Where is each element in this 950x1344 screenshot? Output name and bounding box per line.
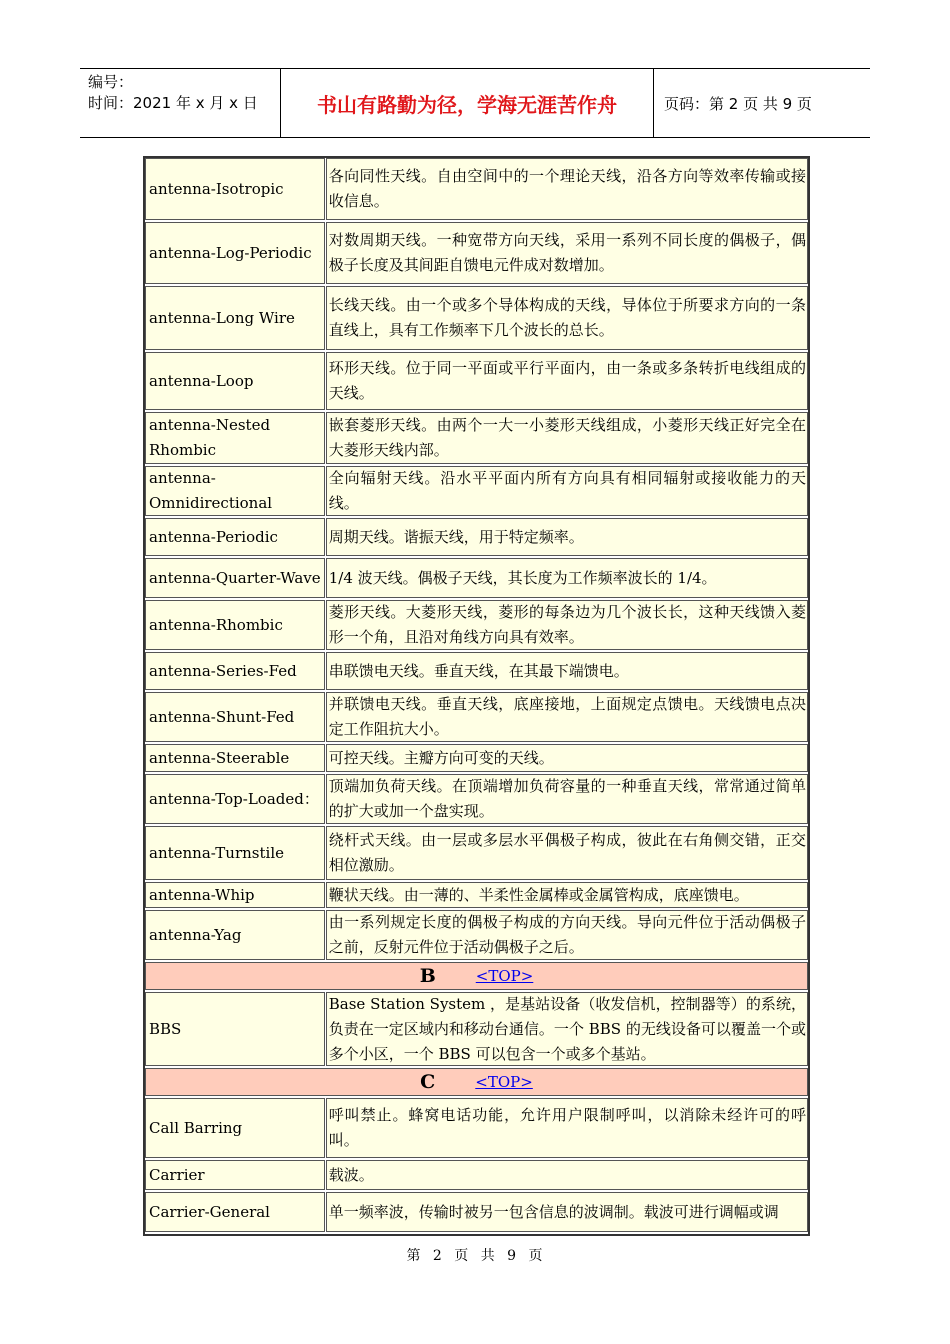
glossary-row <box>145 352 808 412</box>
definition-cell <box>326 352 808 410</box>
term-cell: antenna-Shunt-Fed <box>145 692 325 742</box>
glossary-row <box>145 1192 808 1234</box>
glossary-row <box>145 910 808 962</box>
glossary-row <box>145 558 808 600</box>
section-c-rows <box>145 1098 808 1234</box>
definition-cell <box>326 412 808 464</box>
definition-text: 1/4 波天线。偶极子天线，其长度为工作频率波长的 1/4。 <box>328 568 717 587</box>
definition-cell <box>326 992 808 1066</box>
glossary-row <box>145 412 808 466</box>
term-cell: Call Barring <box>145 1098 325 1158</box>
section-b-rows <box>145 992 808 1068</box>
definition-text: 长线天线。由一个或多个导体构成的天线，导体位于所要求方向的一条直线上，具有工作频率下几个波长的总长。 <box>328 296 806 339</box>
definition-text: 呼叫禁止。蜂窝电话功能，允许用户限制呼叫，以消除未经许可的呼叫。 <box>328 1106 806 1149</box>
definition-cell <box>326 744 808 772</box>
term-cell: antenna-Steerable <box>145 744 325 772</box>
section-letter: C <box>420 1071 436 1093</box>
time-label: 时间：2021 年 x 月 x 日 <box>88 94 258 112</box>
definition-cell <box>326 466 808 516</box>
glossary-row <box>145 222 808 286</box>
page-indicator: 页码：第 2 页 共 9 页 <box>664 94 812 113</box>
definition-text: 对数周期天线。一种宽带方向天线，采用一系列不同长度的偶极子，偶极子长度及其间距自馈电元件成对数增加。 <box>328 231 806 274</box>
header-meta <box>80 69 281 137</box>
term-cell: antenna-Series-Fed <box>145 652 325 690</box>
definition-cell <box>326 1098 808 1158</box>
definition-text: 单一频率波，传输时被另一包含信息的波调制。载波可进行调幅或调 <box>328 1202 779 1221</box>
definition-cell <box>326 600 808 650</box>
definition-text: 并联馈电天线。垂直天线，底座接地，上面规定点馈电。天线馈电点决定工作阻抗大小。 <box>328 695 806 738</box>
definition-text: 鞭状天线。由一薄的、半柔性金属棒或金属管构成，底座馈电。 <box>328 885 749 904</box>
definition-text: 载波。 <box>328 1165 374 1184</box>
section-header-b <box>145 962 808 990</box>
definition-cell <box>326 692 808 742</box>
term-cell: antenna-Turnstile <box>145 826 325 880</box>
definition-text: 嵌套菱形天线。由两个一大一小菱形天线组成，小菱形天线正好完全在大菱形天线内部。 <box>328 416 806 459</box>
glossary-row <box>145 466 808 518</box>
term-cell: BBS <box>145 992 325 1066</box>
glossary-row <box>145 518 808 558</box>
definition-cell <box>326 158 808 220</box>
definition-text: Base Station System ，是基站设备（收发信机，控制器等）的系统，负责在一定区域内和移动台通信。一个 BBS 的无线设备可以覆盖一个或多个小区，一个 BBS 可以包含一个或多个基站。 <box>328 994 806 1063</box>
definition-text: 各向同性天线。自由空间中的一个理论天线，沿各方向等效率传输或接收信息。 <box>328 167 806 210</box>
definition-cell <box>326 222 808 284</box>
definition-text: 绕杆式天线。由一层或多层水平偶极子构成，彼此在右角侧交错，正交相位激励。 <box>328 831 806 874</box>
glossary-row <box>145 826 808 882</box>
term-cell: antenna-Whip <box>145 882 325 908</box>
term-cell: antenna-Yag <box>145 910 325 960</box>
glossary-row <box>145 600 808 652</box>
term-cell: Carrier <box>145 1160 325 1190</box>
definition-text: 可控天线。主瓣方向可变的天线。 <box>328 748 554 767</box>
term-cell: antenna-Long Wire <box>145 286 325 350</box>
term-cell: antenna-Omnidirectional <box>145 466 325 516</box>
glossary-row <box>145 992 808 1068</box>
term-cell: antenna-Nested Rhombic <box>145 412 325 464</box>
definition-text: 环形天线。位于同一平面或平行平面内，由一条或多条转折电线组成的天线。 <box>328 359 806 402</box>
glossary-row <box>145 158 808 222</box>
glossary-row <box>145 652 808 692</box>
top-link[interactable]: <TOP> <box>475 967 534 985</box>
section-a-rows <box>145 158 808 962</box>
definition-text: 串联馈电天线。垂直天线，在其最下端馈电。 <box>328 661 629 680</box>
definition-cell <box>326 826 808 880</box>
definition-cell <box>326 652 808 690</box>
definition-cell <box>326 774 808 824</box>
glossary-row <box>145 1160 808 1192</box>
definition-text: 顶端加负荷天线。在顶端增加负荷容量的一种垂直天线，常常通过简单的扩大或加一个盘实现。 <box>328 777 806 820</box>
term-cell: antenna-Log-Periodic <box>145 222 325 284</box>
page-header <box>80 68 870 138</box>
definition-text: 菱形天线。大菱形天线，菱形的每条边为几个波长长，这种天线馈入菱形一个角，且沿对角线方向具有效率。 <box>328 603 806 646</box>
motto: 书山有路勤为径，学海无涯苦作舟 <box>281 69 654 137</box>
number-label: 编号： <box>88 73 134 91</box>
glossary-row <box>145 286 808 352</box>
definition-cell <box>326 1192 808 1232</box>
page-footer: 第 2 页 共 9 页 <box>406 1248 544 1264</box>
glossary-row <box>145 1098 808 1160</box>
definition-cell <box>326 910 808 960</box>
term-cell: antenna-Top-Loaded： <box>145 774 325 824</box>
definition-text: 周期天线。谐振天线，用于特定频率。 <box>328 527 584 546</box>
term-cell: antenna-Isotropic <box>145 158 325 220</box>
term-cell: antenna-Loop <box>145 352 325 410</box>
term-cell: antenna-Rhombic <box>145 600 325 650</box>
definition-cell <box>326 518 808 556</box>
glossary-table <box>143 156 810 1236</box>
glossary-row <box>145 882 808 910</box>
definition-cell <box>326 286 808 350</box>
section-letter: B <box>419 965 436 987</box>
definition-text: 由一系列规定长度的偶极子构成的方向天线。导向元件位于活动偶极子之前，反射元件位于活动偶极子之后。 <box>328 913 806 956</box>
definition-text: 全向辐射天线。沿水平平面内所有方向具有相同辐射或接收能力的天线。 <box>328 469 806 512</box>
glossary-row <box>145 774 808 826</box>
glossary-row <box>145 744 808 774</box>
definition-cell <box>326 558 808 598</box>
definition-cell <box>326 882 808 908</box>
term-cell: antenna-Periodic <box>145 518 325 556</box>
definition-cell <box>326 1160 808 1190</box>
glossary-row <box>145 692 808 744</box>
section-header-c <box>145 1068 808 1096</box>
top-link[interactable]: <TOP> <box>475 1073 533 1091</box>
term-cell: antenna-Quarter-Wave <box>145 558 325 598</box>
term-cell: Carrier-General <box>145 1192 325 1232</box>
